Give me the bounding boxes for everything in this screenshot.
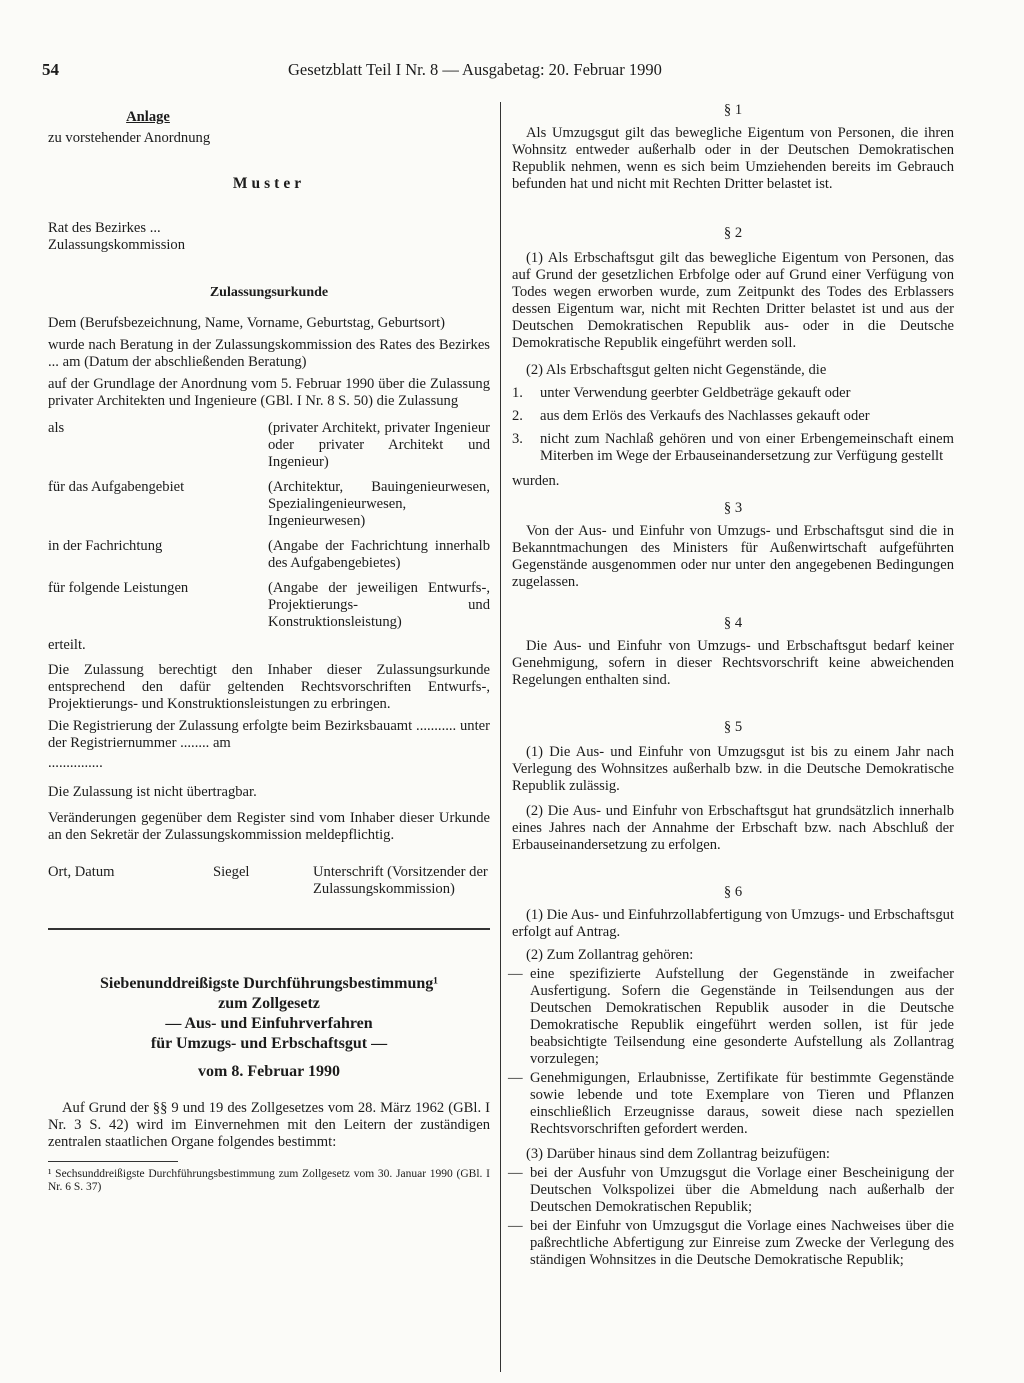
list-number: 1.: [512, 385, 523, 401]
column-divider: [500, 102, 501, 1372]
regulation-title-line: für Umzugs- und Erbschaftsgut —: [150, 1035, 388, 1052]
section-6-paragraph-2: (2) Zum Zollantrag gehören:: [526, 947, 694, 963]
nicht-uebertragbar-text: Die Zulassung ist nicht übertragbar.: [48, 784, 257, 800]
list-item: [508, 966, 954, 1068]
section-2-paragraph-2: (2) Als Erbschaftsgut gelten nicht Gegenstände, die: [526, 362, 827, 378]
table-row: [48, 538, 490, 572]
list-dash: —: [508, 1218, 523, 1234]
registrierung-dots: ...............: [48, 755, 103, 771]
table-label: in der Fachrichtung: [48, 538, 163, 554]
sig-siegel: Siegel: [213, 864, 250, 880]
section-rule: [48, 928, 490, 930]
list-number: 3.: [512, 431, 523, 447]
section-6-paragraph-1: (1) Die Aus- und Einfuhrzollabfertigung von Umzugs- und Erbschaftsgut erfolgt auf Antrag.: [512, 907, 954, 940]
list-item: [512, 408, 954, 425]
regulation-title: [48, 974, 490, 1082]
section-2-heading: § 2: [723, 225, 743, 241]
beratung-paragraph: wurde nach Beratung in der Zulassungskommission des Rates des Bezirkes ... am (Datum der abschließenden Beratung): [48, 337, 490, 370]
list-text: bei der Einfuhr von Umzugsgut die Vorlage eines Nachweises über die paßrechtliche Abfertigung zur Einreise zum Zwecke der Verlegung des ständigen Wohnsitzes in die Deutsche Demokratische Republik;: [530, 1218, 954, 1268]
veraenderungen-paragraph: Veränderungen gegenüber dem Register sind vom Inhaber dieser Urkunde an den Sekretär der Zulassungskommission meldepflichtig.: [48, 810, 490, 843]
muster-heading: Muster: [232, 175, 306, 192]
left-column: [48, 109, 490, 1194]
section-1-text: Als Umzugsgut gilt das bewegliche Eigentum von Personen, die ihren Wohnsitz entweder außerhalb oder in der Deutschen Demokratischen Republik nehmen, wenn es sich beim Umziehenden bereits im Gebrauch befunden hat und nicht mit Rechten Dritter belastet ist.: [512, 125, 954, 192]
section-3-heading: § 3: [723, 500, 743, 516]
table-value: (Angabe der Fachrichtung innerhalb des Aufgabengebietes): [268, 538, 490, 571]
dem-paragraph: Dem (Berufsbezeichnung, Name, Vorname, Geburtstag, Geburtsort): [48, 315, 446, 331]
regulation-date: vom 8. Februar 1990: [198, 1063, 340, 1080]
section-1-heading: § 1: [723, 102, 743, 118]
page-number: 54: [42, 60, 59, 79]
section-5-paragraph-1: (1) Die Aus- und Einfuhr von Umzugsgut ist bis zu einem Jahr nach Verlegung des Wohnsitzes außerhalb bzw. in die Deutsche Demokratische Republik zulässig.: [512, 744, 954, 794]
table-value: (Architektur, Bauingenieurwesen, Spezialingenieurwesen, Ingenieurwesen): [268, 479, 490, 529]
preamble-paragraph: Auf Grund der §§ 9 und 19 des Zollgesetzes vom 28. März 1962 (GBl. I Nr. 3 S. 42) wird im Einvernehmen mit den Leitern der zuständigen zentralen staatlichen Organe folgendes bestimmt:: [48, 1100, 490, 1150]
list-item: [508, 1218, 954, 1269]
authority-line-2: Zulassungskommission: [48, 237, 186, 253]
section-4-heading: § 4: [723, 615, 743, 631]
section-6-heading: § 6: [723, 884, 743, 900]
list-item: [512, 385, 954, 402]
document-title: Zulassungsurkunde: [209, 285, 329, 300]
table-label: für das Aufgabengebiet: [48, 479, 185, 495]
footnote: ¹ Sechsunddreißigste Durchführungsbestimmung zum Zollgesetz vom 30. Januar 1990 (GBl. I Nr. 6 S. 37): [48, 1168, 490, 1193]
zulassung-table: [48, 420, 490, 631]
list-text: unter Verwendung geerbter Geldbeträge gekauft oder: [540, 385, 851, 401]
list-dash: —: [508, 966, 523, 982]
anlage-subtitle: zu vorstehender Anordnung: [48, 130, 211, 146]
sig-ort-datum: Ort, Datum: [48, 864, 115, 880]
section-2-end: wurden.: [512, 473, 560, 489]
table-row: [48, 479, 490, 530]
list-item: [512, 431, 954, 465]
header-title: Gesetzblatt Teil I Nr. 8 — Ausgabetag: 20. Februar 1990: [288, 60, 662, 79]
registrierung-paragraph: Die Registrierung der Zulassung erfolgte beim Bezirksbauamt ........... unter der Registriernummer ........ am: [48, 718, 490, 751]
berechtigt-paragraph: Die Zulassung berechtigt den Inhaber dieser Zulassungsurkunde entsprechend den dafür geltenden Rechtsvorschriften Entwurfs-, Projektierungs- und Konstruktionsleistungen zu erbringen.: [48, 662, 490, 712]
erteilt-text: erteilt.: [48, 637, 86, 653]
grundlage-paragraph: auf der Grundlage der Anordnung vom 5. Februar 1990 über die Zulassung privater Architekten und Ingenieure (GBl. I Nr. 8 S. 50) die Zulassung: [48, 376, 490, 409]
list-text: aus dem Erlös des Verkaufs des Nachlasses gekauft oder: [540, 408, 870, 424]
table-label: als: [48, 420, 65, 436]
list-dash: —: [508, 1165, 523, 1181]
list-dash: —: [508, 1070, 523, 1086]
section-6-list-b: [508, 1165, 954, 1269]
footnote-rule: [48, 1161, 178, 1162]
right-column: [508, 102, 954, 1269]
list-text: Genehmigungen, Erlaubnisse, Zertifikate für bestimmte Gegenstände sowie lebende und tote Exemplare von Tieren und Pflanzen einschließlich Erzeugnisse daraus, soweit diese nach speziellen Rechtsvorschriften gefordert werden.: [530, 1070, 954, 1137]
table-value: (Angabe der jeweiligen Entwurfs-, Projektierungs- und Konstruktionsleistung): [268, 580, 490, 630]
table-value: (privater Architekt, privater Ingenieur oder privater Architekt und Ingenieur): [268, 420, 490, 470]
list-number: 2.: [512, 408, 523, 424]
section-5-paragraph-2: (2) Die Aus- und Einfuhr von Erbschaftsgut hat grundsätzlich innerhalb eines Jahres nach der Annahme der Erbschaft bzw. nach Abschluß der Erbauseinandersetzung zu erfolgen.: [512, 803, 954, 853]
regulation-title-line: Siebenunddreißigste Durchführungsbestimmung¹: [99, 975, 439, 992]
section-2-list: [512, 385, 954, 465]
list-text: eine spezifizierte Aufstellung der Gegenstände in zweifacher Ausfertigung. Sofern die Gegenstände in Teilsendungen aus der Deutschen Demokratischen Republik ausoder in die Deutsche Demokratische Republik eingeführt werden sollen, ist für jede beabsichtigte Teilsendung eine gesonderte Aufstellung als Zollantrag vorzulegen;: [530, 966, 954, 1067]
list-item: [508, 1070, 954, 1138]
regulation-title-line: zum Zollgesetz: [218, 995, 320, 1012]
list-text: bei der Ausfuhr von Umzugsgut die Vorlage einer Bescheinigung der Deutschen Volkspolizei über die Abmeldung nach außerhalb der Deutschen Demokratischen Republik;: [530, 1165, 954, 1215]
authority-line-1: Rat des Bezirkes ...: [48, 220, 161, 236]
section-2-paragraph-1: (1) Als Erbschaftsgut gilt das bewegliche Eigentum von Personen, das auf Grund der gesetzlichen Erbfolge oder auf Grund einer Verfügung von Todes wegen erworben wurde, zum Zeitpunkt des Todes des Erblassers dessen Eigentum war, nicht mit Rechten Dritter belastet ist und aus der Deutschen Demokratischen Republik aus- oder in die Deutsche Demokratische Republik eingeführt werden soll.: [512, 250, 954, 351]
section-4-text: Die Aus- und Einfuhr von Umzugs- und Erbschaftsgut bedarf keiner Genehmigung, sofern in dieser Rechtsvorschrift keine abweichenden Regelungen enthalten sind.: [512, 638, 954, 688]
regulation-title-line: — Aus- und Einfuhrverfahren: [165, 1015, 373, 1032]
section-6-paragraph-3: (3) Darüber hinaus sind dem Zollantrag beizufügen:: [526, 1146, 830, 1162]
table-row: [48, 580, 490, 631]
page-header: [0, 60, 1024, 84]
section-5-heading: § 5: [723, 719, 743, 735]
section-6-list-a: [508, 966, 954, 1138]
list-item: [508, 1165, 954, 1216]
section-3-text: Von der Aus- und Einfuhr von Umzugs- und Erbschaftsgut sind die in Bekanntmachungen des Ministers für Außenwirtschaft aufgeführten Gegenstände ausgenommen oder nur unter den angegebenen Bedingungen zugelassen.: [512, 523, 954, 590]
anlage-heading: Anlage: [126, 109, 170, 125]
table-label: für folgende Leistungen: [48, 580, 189, 596]
table-row: [48, 420, 490, 471]
signature-block: [48, 864, 490, 898]
list-text: nicht zum Nachlaß gehören und von einer Erbengemeinschaft einem Miterben im Wege der Erbauseinandersetzung zur Verfügung gestellt: [540, 431, 954, 464]
sig-unterschrift: Unterschrift (Vorsitzender der Zulassungskommission): [313, 864, 488, 897]
